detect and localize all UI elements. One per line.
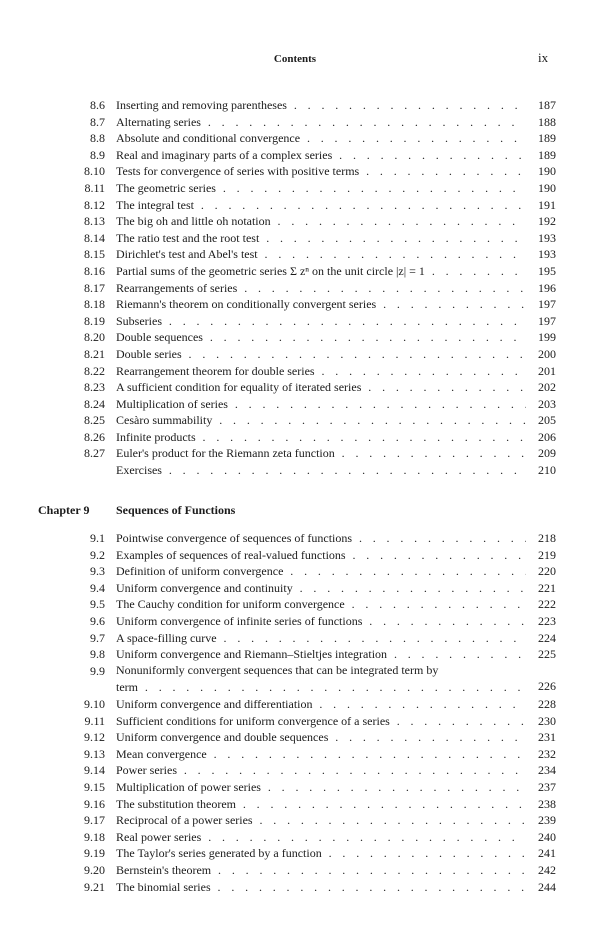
toc-section-9b: [0, 696, 590, 895]
section-number: 9.20: [84, 862, 105, 877]
page-ref: 230: [538, 713, 556, 728]
page-ref: 228: [538, 697, 556, 711]
section-number: 8.14: [84, 230, 105, 245]
section-title: Absolute and conditional convergence . . .: [116, 130, 526, 147]
toc-entry[interactable]: [0, 862, 590, 879]
page-ref: 195: [538, 263, 556, 278]
toc-entry-9-9-block: [0, 663, 590, 695]
section-number: 9.3: [90, 564, 105, 579]
toc-section-8: [0, 97, 590, 479]
section-title: Double series . . .: [116, 346, 526, 363]
toc-entry[interactable]: [0, 263, 590, 280]
section-title: Subseries . . .: [116, 313, 526, 330]
section-title: Uniform convergence and continuity . . .: [116, 580, 526, 597]
section-number: 8.21: [84, 346, 105, 361]
page-ref: 189: [538, 131, 556, 146]
section-number: 8.9: [90, 147, 105, 162]
section-number: 8.12: [84, 197, 105, 212]
section-number: 9.19: [84, 846, 105, 861]
page-ref: 197: [538, 297, 556, 312]
section-title: Pointwise convergence of sequences of functions . . .: [116, 530, 526, 547]
section-title: Uniform convergence of infinite series of functions . . .: [116, 613, 526, 630]
toc-entry[interactable]: [0, 829, 590, 846]
section-title: Mean convergence . . .: [116, 746, 526, 763]
section-title: The Cauchy condition for uniform convergence . . .: [116, 596, 526, 613]
page-ref: 209: [538, 446, 556, 461]
page-ref: 190: [538, 180, 556, 195]
toc-entry[interactable]: [0, 746, 590, 763]
section-title: Dirichlet's test and Abel's test . . .: [116, 246, 526, 263]
section-title: A sufficient condition for equality of iterated series . . .: [116, 379, 526, 396]
toc-entry[interactable]: [0, 379, 590, 396]
section-number: 8.11: [84, 180, 105, 195]
page-ref: 239: [538, 813, 556, 828]
page-ref: 218: [538, 531, 556, 545]
toc-entry[interactable]: [0, 462, 590, 479]
toc-entry[interactable]: [0, 663, 590, 695]
page-ref: 223: [538, 613, 556, 628]
page-ref: 224: [538, 630, 556, 645]
toc-entry[interactable]: [0, 163, 590, 180]
page-ref: 188: [538, 114, 556, 129]
toc-entry[interactable]: [0, 696, 590, 713]
section-title-continued: term . . .: [116, 679, 526, 696]
toc-entry[interactable]: [0, 779, 590, 796]
section-number: 8.20: [84, 330, 105, 345]
section-title: The geometric series . . .: [116, 180, 526, 197]
section-title: Rearrangements of series . . .: [116, 280, 526, 297]
page-ref: 219: [538, 547, 556, 562]
section-title: Exercises . . .: [116, 462, 526, 479]
page-ref: 234: [538, 763, 556, 778]
toc-entry[interactable]: [0, 812, 590, 829]
section-number: 9.16: [84, 796, 105, 811]
section-number: 8.8: [90, 131, 105, 146]
toc-entry[interactable]: [0, 762, 590, 779]
page-ref: 189: [538, 147, 556, 162]
section-title: Euler's product for the Riemann zeta function . . .: [116, 445, 526, 462]
page-ref: 237: [538, 779, 556, 794]
section-number: 8.13: [84, 214, 105, 229]
toc-entry[interactable]: [0, 563, 590, 580]
page-ref: 231: [538, 730, 556, 745]
section-number: 8.19: [84, 313, 105, 328]
toc-entry[interactable]: [0, 97, 590, 114]
page-ref: 202: [538, 380, 556, 395]
section-number: 8.24: [84, 396, 105, 411]
section-title: Bernstein's theorem . . .: [116, 862, 526, 879]
toc-entry[interactable]: [0, 213, 590, 230]
section-number: 8.22: [84, 363, 105, 378]
section-title: The Taylor's series generated by a function . . .: [116, 845, 526, 862]
toc-entry[interactable]: [0, 580, 590, 597]
toc-entry[interactable]: [0, 412, 590, 429]
toc-entry[interactable]: [0, 396, 590, 413]
page-ref: 210: [538, 463, 556, 478]
page-ref: 226: [538, 679, 556, 693]
page-ref: 238: [538, 796, 556, 811]
toc-entry[interactable]: [0, 197, 590, 214]
section-number: 8.18: [84, 297, 105, 312]
section-number: 9.4: [90, 580, 105, 595]
toc-entry[interactable]: [0, 547, 590, 564]
section-number: 9.13: [84, 746, 105, 761]
section-title: Examples of sequences of real-valued functions . . .: [116, 547, 526, 564]
section-number: 8.7: [90, 114, 105, 129]
toc-entry[interactable]: [0, 130, 590, 147]
section-number: 9.1: [90, 531, 105, 545]
section-title: Sufficient conditions for uniform convergence of a series . . .: [116, 713, 526, 730]
toc-section-9a: [0, 530, 590, 663]
toc-entry[interactable]: [0, 346, 590, 363]
toc-entry[interactable]: [0, 147, 590, 164]
toc-entry[interactable]: [0, 445, 590, 462]
section-number: 8.17: [84, 280, 105, 295]
section-number: 9.7: [90, 630, 105, 645]
page-ref: 199: [538, 330, 556, 345]
section-title: The big oh and little oh notation . . .: [116, 213, 526, 230]
section-title: Riemann's theorem on conditionally convergent series . . .: [116, 296, 526, 313]
page-ref: 193: [538, 230, 556, 245]
section-number: 9.15: [84, 779, 105, 794]
toc-entry[interactable]: [0, 114, 590, 131]
page-ref: 244: [538, 879, 556, 894]
section-number: 8.15: [84, 247, 105, 262]
page-ref: 203: [538, 396, 556, 411]
page-ref: 192: [538, 214, 556, 229]
section-title: Multiplication of series . . .: [116, 396, 526, 413]
toc-entry[interactable]: [0, 329, 590, 346]
section-number: 8.6: [90, 98, 105, 112]
toc-entry[interactable]: [0, 729, 590, 746]
section-title: The binomial series . . .: [116, 879, 526, 896]
page-ref: 190: [538, 164, 556, 179]
section-title: Nonuniformly convergent sequences that can be integrated term by: [116, 663, 439, 677]
toc-entry[interactable]: [0, 313, 590, 330]
section-title: The substitution theorem . . .: [116, 796, 526, 813]
page-ref: 196: [538, 280, 556, 295]
section-number: 8.26: [84, 429, 105, 444]
section-title: Power series . . .: [116, 762, 526, 779]
section-title: Real power series . . .: [116, 829, 526, 846]
page-ref: 240: [538, 829, 556, 844]
section-title: Tests for convergence of series with positive terms . . .: [116, 163, 526, 180]
toc-entry[interactable]: [0, 530, 590, 547]
section-number: 9.6: [90, 613, 105, 628]
section-title: Double sequences . . .: [116, 329, 526, 346]
toc-entry[interactable]: [0, 230, 590, 247]
section-number: 9.17: [84, 813, 105, 828]
page-ref: 206: [538, 429, 556, 444]
page-ref: 193: [538, 247, 556, 262]
page-ref: 225: [538, 647, 556, 662]
toc-entry[interactable]: [0, 363, 590, 380]
toc-entry[interactable]: [0, 796, 590, 813]
toc-entry[interactable]: [0, 180, 590, 197]
toc-entry[interactable]: [0, 296, 590, 313]
toc-entry[interactable]: [0, 713, 590, 730]
page-ref: 221: [538, 580, 556, 595]
section-title: Multiplication of power series . . .: [116, 779, 526, 796]
section-number: 9.8: [90, 647, 105, 662]
toc-entry[interactable]: [0, 246, 590, 263]
section-title: Uniform convergence and differentiation . . .: [116, 696, 526, 713]
chapter-label: Chapter 9: [38, 503, 90, 517]
section-title: Infinite products . . .: [116, 429, 526, 446]
section-title: Reciprocal of a power series . . .: [116, 812, 526, 829]
section-title: The integral test . . .: [116, 197, 526, 214]
page-ref: 232: [538, 746, 556, 761]
page-ref: 191: [538, 197, 556, 212]
toc-entry[interactable]: [0, 596, 590, 613]
page-ref: 201: [538, 363, 556, 378]
page-number: ix: [538, 50, 549, 65]
section-number: 9.9: [90, 664, 105, 678]
page-ref: 222: [538, 597, 556, 612]
section-number: 8.10: [84, 164, 105, 179]
page-ref: 242: [538, 862, 556, 877]
toc-entry[interactable]: [0, 646, 590, 663]
page-ref: 200: [538, 346, 556, 361]
section-number: 9.10: [84, 697, 105, 711]
toc-entry[interactable]: [0, 845, 590, 862]
page-ref: 241: [538, 846, 556, 861]
section-title: Partial sums of the geometric series Σ zⁿ on the unit circle |z| = 1 . . .: [116, 263, 526, 280]
section-title: Cesàro summability . . .: [116, 412, 526, 429]
section-title: Real and imaginary parts of a complex series . . .: [116, 147, 526, 164]
page-ref: 205: [538, 413, 556, 428]
page-ref: 220: [538, 564, 556, 579]
toc-entry[interactable]: [0, 613, 590, 630]
page-ref: 197: [538, 313, 556, 328]
section-title: Uniform convergence and double sequences . . .: [116, 729, 526, 746]
section-title: Uniform convergence and Riemann–Stieltjes integration . . .: [116, 646, 526, 663]
section-number: 8.23: [84, 380, 105, 395]
toc-entry[interactable]: [0, 429, 590, 446]
section-title: Definition of uniform convergence . . .: [116, 563, 526, 580]
section-number: 8.16: [84, 263, 105, 278]
section-title: Alternating series . . .: [116, 114, 526, 131]
chapter-title: Sequences of Functions: [116, 503, 236, 517]
toc-entry[interactable]: [0, 879, 590, 896]
section-title: Rearrangement theorem for double series . . .: [116, 363, 526, 380]
page-title: Contents: [273, 53, 317, 65]
section-number: 8.27: [84, 446, 105, 461]
section-number: 9.2: [90, 547, 105, 562]
section-number: 9.18: [84, 829, 105, 844]
section-title: A space-filling curve . . .: [116, 630, 526, 647]
toc-entry[interactable]: [0, 630, 590, 647]
section-title: Inserting and removing parentheses . . .: [116, 97, 526, 114]
section-number: 9.12: [84, 730, 105, 745]
page-ref: 187: [538, 98, 556, 112]
section-number: 9.5: [90, 597, 105, 612]
section-number: 9.11: [84, 713, 105, 728]
section-number: 9.21: [84, 879, 105, 894]
section-number: 8.25: [84, 413, 105, 428]
section-title: The ratio test and the root test . . .: [116, 230, 526, 247]
toc-entry[interactable]: [0, 280, 590, 297]
section-number: 9.14: [84, 763, 105, 778]
